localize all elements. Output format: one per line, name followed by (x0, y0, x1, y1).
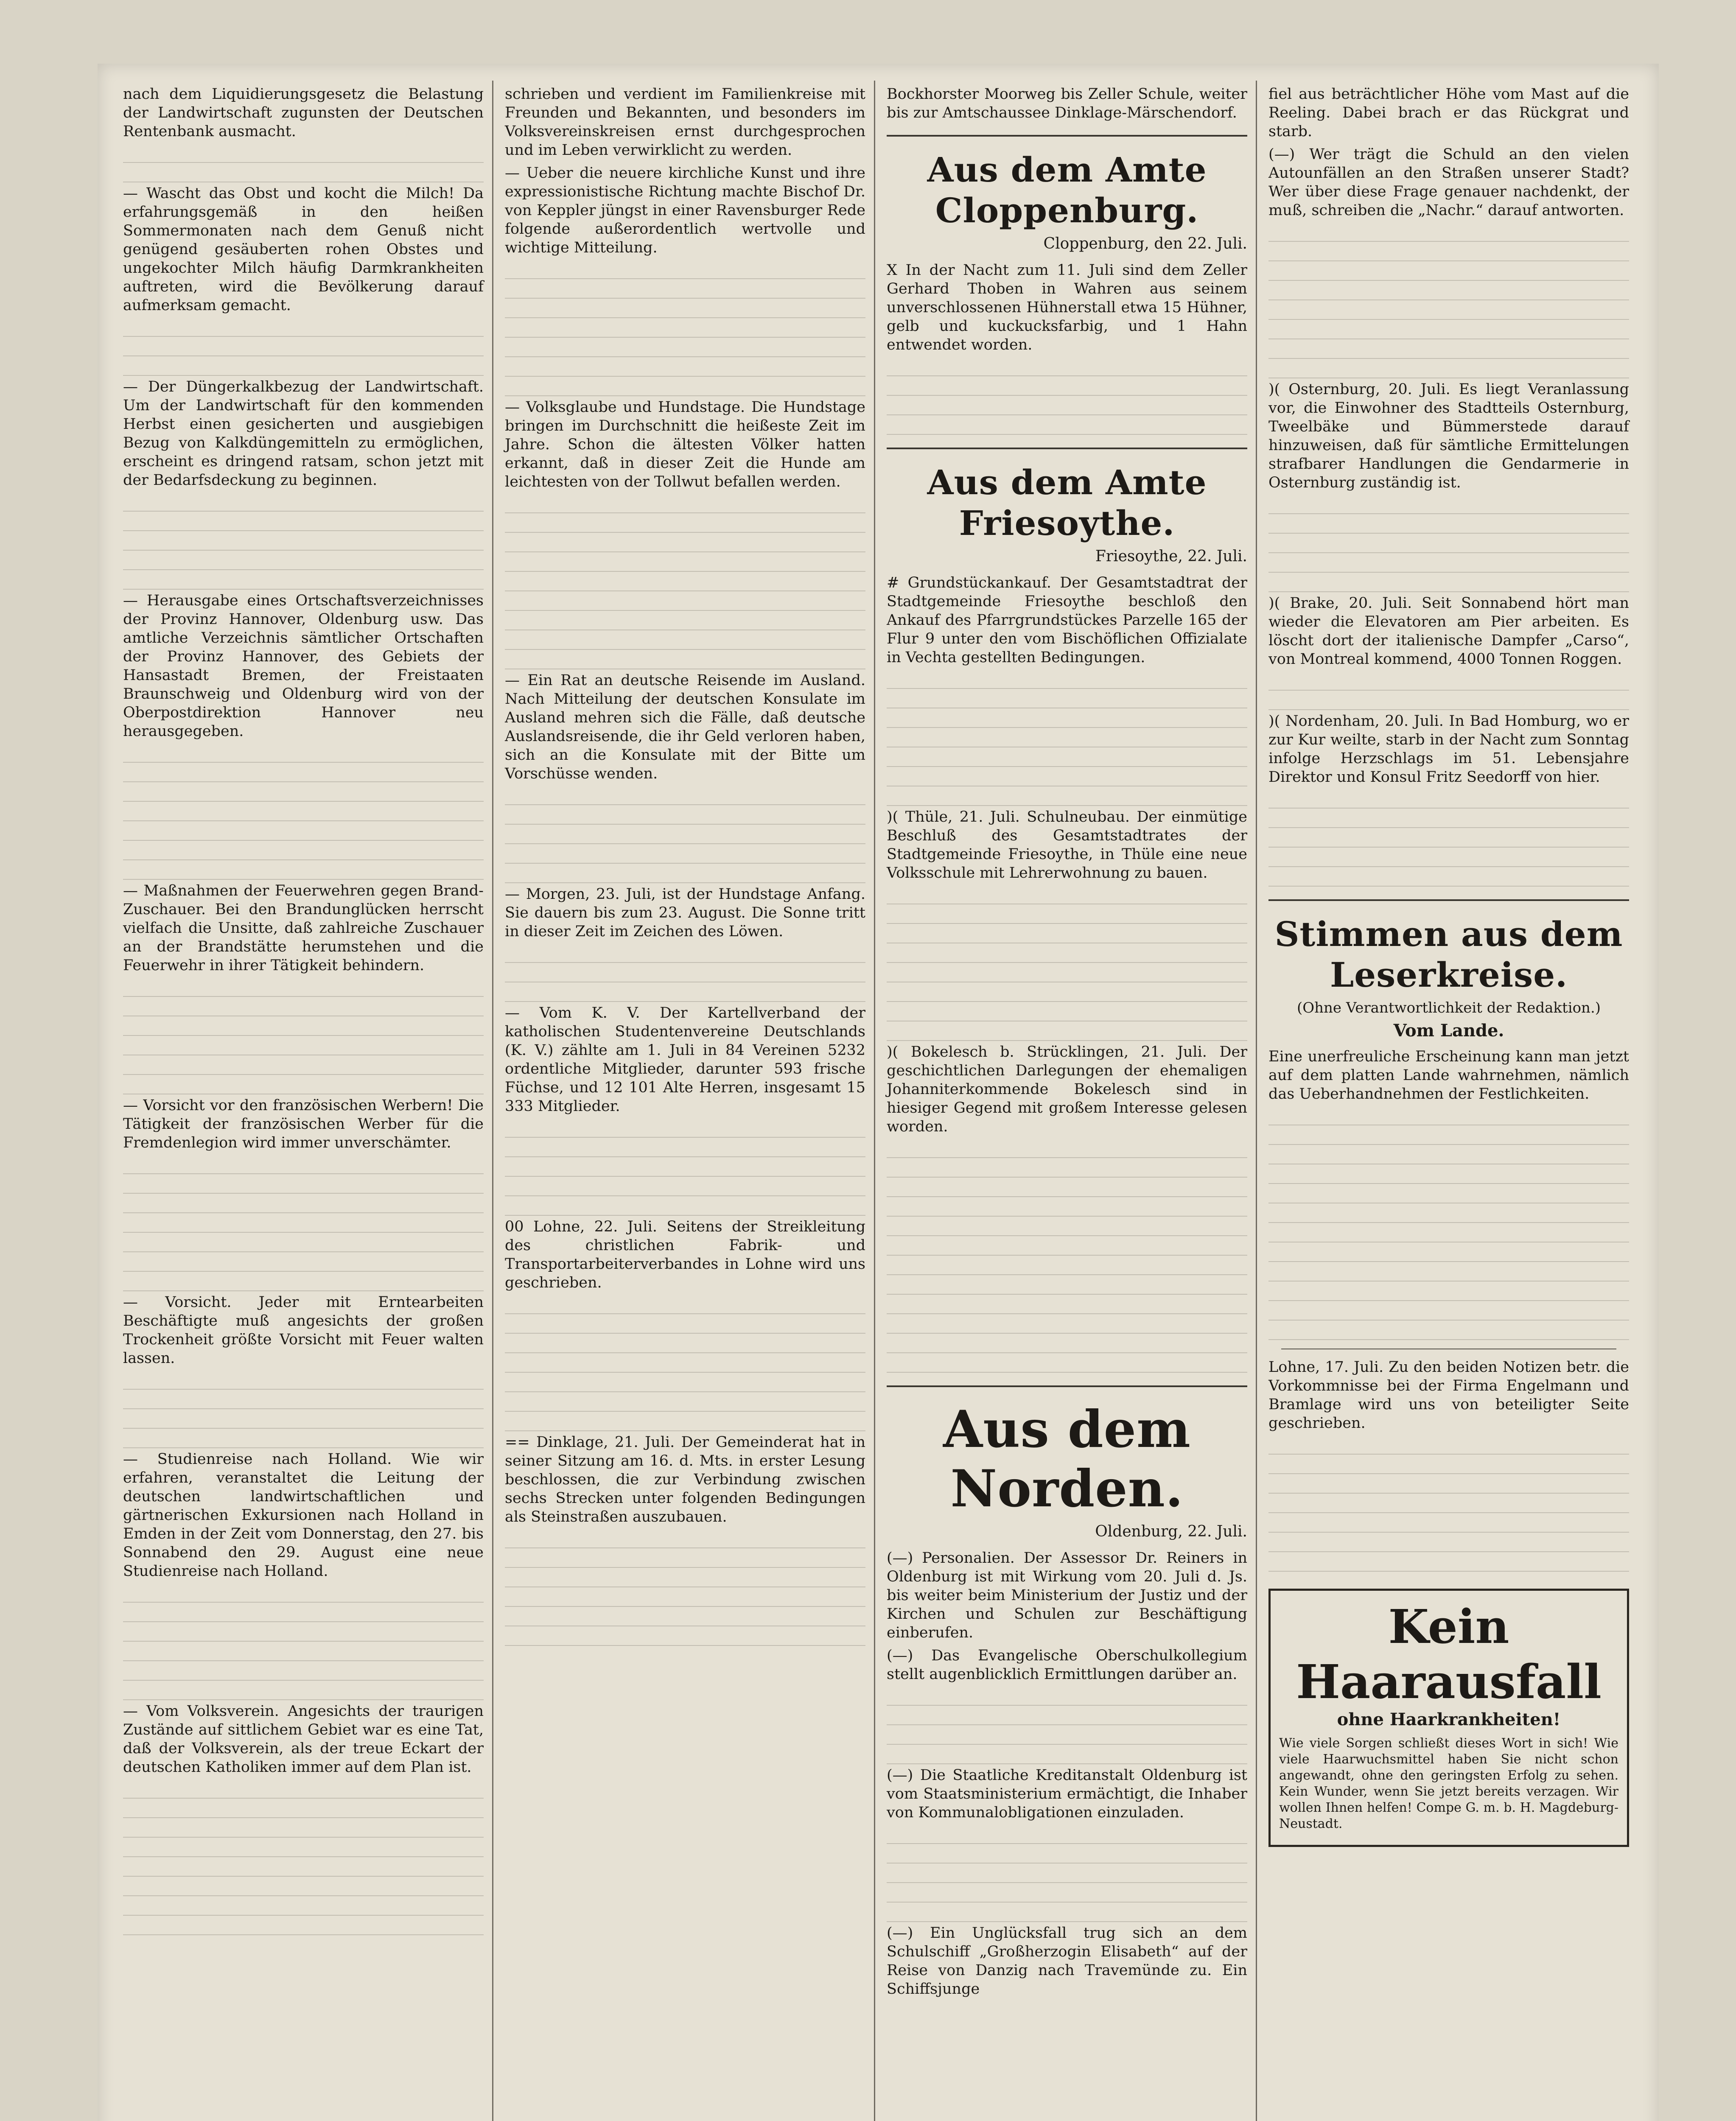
article-text: (—) Ein Unglücksfall trug sich an dem Schulschiff „Großherzogin Elisabeth“ auf der Reise von Danzig nach Travemünde zu. Ein Schiffsjunge (887, 1925, 1247, 1998)
article-text: schrieben und verdient im Familienkreise mit Freunden und Bekannten, und besonders im Volksvereinskreisen ernst durchgesprochen und im Leben verwirklicht zu werden. (505, 86, 865, 159)
advertisement (1268, 1589, 1629, 1847)
dateline: Friesoythe, 22. Juli. (1095, 548, 1247, 565)
article-text: — Studienreise nach Holland. Wie wir erfahren, veranstaltet die Leitung der deutschen landwirtschaftlichen und gärtnerischen Exkursionen nach Holland in Emden in der Zeit vom Donnerstag, den 27. bis Sonnabend den 29. August eine neue Studienreise nach Holland. (123, 1451, 484, 1580)
article-text: == Dinklage, 21. Juli. Der Gemeinderat hat in seiner Sitzung am 16. d. Mts. in erster Lesung beschlossen, die zur Verbindung zwischen sechs Strecken unter folgenden Bedingungen als Steinstraßen auszubauen. (505, 1434, 865, 1525)
newspaper-page (98, 64, 1659, 2121)
article-text: # Grundstückankauf. Der Gesamtstadtrat der Stadtgemeinde Friesoythe beschloß den Ankauf des Pfarrgrundstückes Parzelle 165 der Flur 9 unter den vom Bischöflichen Offizialate in Vechta gestellten Bedingungen. (887, 574, 1247, 666)
article-text: — Vorsicht. Jeder mit Erntearbeiten Beschäftigte muß angesichts der großen Trockenheit größte Vorsicht mit Feuer walten lassen. (123, 1294, 484, 1367)
article-text: )( Nordenham, 20. Juli. In Bad Homburg, wo er zur Kur weilte, starb in der Nacht zum Sonntag infolge Herzschlags im 51. Lebensjahre Direktor und Konsul Fritz Seedorff von hier. (1268, 713, 1629, 786)
ad-subtitle: ohne Haarkrankheiten! (1337, 1710, 1561, 1729)
article-text: Eine unerfreuliche Erscheinung kann man jetzt auf dem platten Lande wahrnehmen, nämlich das Ueberhandnehmen der Festlichkeiten. (1268, 1048, 1629, 1102)
article-text: )( Brake, 20. Juli. Seit Sonnabend hört man wieder die Elevatoren am Pier arbeiten. Es löscht dort der italienische Dampfer „Carso“, von Montreal kommend, 4000 Tonnen Roggen. (1268, 595, 1629, 668)
column-3 (887, 85, 1247, 2003)
section-subheading: Vom Lande. (1393, 1021, 1504, 1041)
article-text: (—) Das Evangelische Oberschulkollegium stellt augenblicklich Ermittlungen darüber an. (887, 1647, 1247, 1683)
article-text: — Wascht das Obst und kocht die Milch! Da erfahrungsgemäß in den heißen Sommermonaten nach dem Genuß nicht genügend gesäuberten rohen Obstes und ungekochter Milch häufig Darmkrankheiten auftreten, wird die Bevölkerung darauf aufmerksam gemacht. (123, 185, 484, 314)
column-4 (1268, 85, 1629, 1847)
article-text: — Herausgabe eines Ortschaftsverzeichnisses der Provinz Hannover, Oldenburg usw. Das amtliche Verzeichnis sämtlicher Ortschaften der Provinz Hannover, des Gebiets der Hansastadt Bremen, der Freistaaten Braunschweig und Oldenburg wird von der Oberpostdirektion Hannover neu herausgegeben. (123, 592, 484, 740)
section-heading: Aus dem Norden. (943, 1399, 1191, 1519)
section-rule (1268, 899, 1629, 901)
article-text: — Morgen, 23. Juli, ist der Hundstage Anfang. Sie dauern bis zum 23. August. Die Sonne tritt in dieser Zeit im Zeichen des Löwen. (505, 886, 865, 940)
column-divider (492, 81, 493, 2121)
section-heading: Aus dem Amte Cloppenburg. (927, 150, 1207, 230)
article-text: )( Bokelesch b. Strücklingen, 21. Juli. Der geschichtlichen Darlegungen der ehemaligen Johanniterkommende Bokelesch sind in hiesiger Gegend mit großem Interesse gelesen worden. (887, 1044, 1247, 1135)
article-text: Bockhorster Moorweg bis Zeller Schule, weiter bis zur Amtschaussee Dinklage-Märschendorf. (887, 86, 1247, 121)
section-subheading: (Ohne Verantwortlichkeit der Redaktion.) (1296, 999, 1601, 1016)
section-rule (887, 448, 1247, 449)
article-text: Lohne, 17. Juli. Zu den beiden Notizen betr. die Vorkommnisse bei der Firma Engelmann und Bramlage wird uns von beteiligter Seite geschrieben. (1268, 1359, 1629, 1432)
dateline: Cloppenburg, den 22. Juli. (1043, 235, 1247, 252)
article-text: nach dem Liquidierungsgesetz die Belastung der Landwirtschaft zugunsten der Deutschen Rentenbank ausmacht. (123, 86, 484, 140)
section-heading: Stimmen aus dem Leserkreise. (1274, 914, 1623, 995)
article-text: 00 Lohne, 22. Juli. Seitens der Streikleitung des christlichen Fabrik- und Transportarbeiterverbandes in Lohne wird uns geschrieben. (505, 1218, 865, 1291)
article-text: (—) Wer trägt die Schuld an den vielen Autounfällen an den Straßen unserer Stadt? Wer über diese Frage genauer nachdenkt, der muß, schreiben die „Nachr.“ darauf antworten. (1268, 146, 1629, 219)
article-text: X In der Nacht zum 11. Juli sind dem Zeller Gerhard Thoben in Wahren aus seinem unverschlossenen Hühnerstall etwa 15 Hühner, gelb und kuckucksfarbig, und 1 Hahn entwendet worden. (887, 262, 1247, 353)
ad-title: Kein Haarausfall (1296, 1599, 1602, 1709)
column-divider (1256, 81, 1257, 2121)
article-text: — Ueber die neuere kirchliche Kunst und ihre expressionistische Richtung machte Bischof Dr. von Keppler jüngst in einer Ravensburger Rede folgende außerordentlich wertvolle und wichtige Mitteilung. (505, 165, 865, 256)
article-text: (—) Personalien. Der Assessor Dr. Reiners in Oldenburg ist mit Wirkung vom 20. Juli d. Js. bis weiter beim Ministerium der Justiz und der Kirchen und Schulen zur Beschäftigung einberufen. (887, 1550, 1247, 1641)
column-divider (874, 81, 875, 2121)
article-text: — Volksglaube und Hundstage. Die Hundstage bringen im Durchschnitt die heißeste Zeit im Jahre. Schon die ältesten Völker hatten erkannt, daß in dieser Zeit die Hunde am leichtesten von der Tollwut befallen werden. (505, 399, 865, 490)
article-text: )( Thüle, 21. Juli. Schulneubau. Der einmütige Beschluß des Gesamtstadtrates der Stadtgemeinde Friesoythe, in Thüle eine neue Volksschule mit Lehrerwohnung zu bauen. (887, 809, 1247, 881)
article-text: — Vorsicht vor den französischen Werbern! Die Tätigkeit der französischen Werber für die Fremdenlegion wird immer unverschämter. (123, 1097, 484, 1151)
section-rule (887, 135, 1247, 137)
article-text: — Maßnahmen der Feuerwehren gegen Brand-Zuschauer. Bei den Brandunglücken herrscht vielfach die Unsitte, daß zahlreiche Zuschauer an der Brandstätte herumstehen und die Feuerwehr in ihrer Tätigkeit behindern. (123, 882, 484, 974)
article-text: fiel aus beträchtlicher Höhe vom Mast auf die Reeling. Dabei brach er das Rückgrat und starb. (1268, 86, 1629, 140)
article-text: — Vom K. V. Der Kartellverband der katholischen Studentenvereine Deutschlands (K. V.) zählte am 1. Juli in 84 Vereinen 5232 ordentliche Mitglieder, darunter 593 frische Füchse, und 12 101 Alte Herren, insgesamt 15 333 Mitglieder. (505, 1005, 865, 1115)
section-rule (887, 1385, 1247, 1387)
section-heading: Aus dem Amte Friesoythe. (927, 462, 1207, 543)
column-1 (123, 85, 484, 1937)
ad-text: Wie viele Sorgen schließt dieses Wort in sich! Wie viele Haarwuchsmittel haben Sie nicht schon angewandt, ohne den geringsten Erfolg zu sehen. Kein Wunder, wenn Sie jetzt bereits verzagen. Wir wollen Ihnen helfen! Compe G. m. b. H. Magdeburg-Neustadt. (1279, 1736, 1618, 1831)
article-text: — Ein Rat an deutsche Reisende im Ausland. Nach Mitteilung der deutschen Konsulate im Ausland mehren sich die Fälle, daß deutsche Auslandsreisende, die ihr Geld verloren haben, sich an die Konsulate mit der Bitte um Vorschüsse wenden. (505, 672, 865, 782)
article-text: (—) Die Staatliche Kreditanstalt Oldenburg ist vom Staatsministerium ermächtigt, die Inhaber von Kommunalobligationen einzuladen. (887, 1767, 1247, 1821)
article-text: — Der Düngerkalkbezug der Landwirtschaft. Um der Landwirtschaft für den kommenden Herbst einen gesicherten und ausgiebigen Bezug von Kalkdüngemitteln zu ermöglichen, erscheint es dringend ratsam, schon jetzt mit der Bedarfsdeckung zu beginnen. (123, 378, 484, 489)
article-text: — Vom Volksverein. Angesichts der traurigen Zustände auf sittlichem Gebiet war es eine Tat, daß der Volksverein, als der treue Eckart der deutschen Katholiken immer auf dem Plan ist. (123, 1703, 484, 1776)
dateline: Oldenburg, 22. Juli. (1095, 1523, 1247, 1540)
article-text: )( Osternburg, 20. Juli. Es liegt Veranlassung vor, die Einwohner des Stadtteils Osternburg, Tweelbäke und Bümmerstede darauf hinzuweisen, daß für sämtliche Ermittelungen strafbarer Handlungen die Gendarmerie in Osternburg zuständig ist. (1268, 381, 1629, 491)
column-2 (505, 85, 865, 1648)
